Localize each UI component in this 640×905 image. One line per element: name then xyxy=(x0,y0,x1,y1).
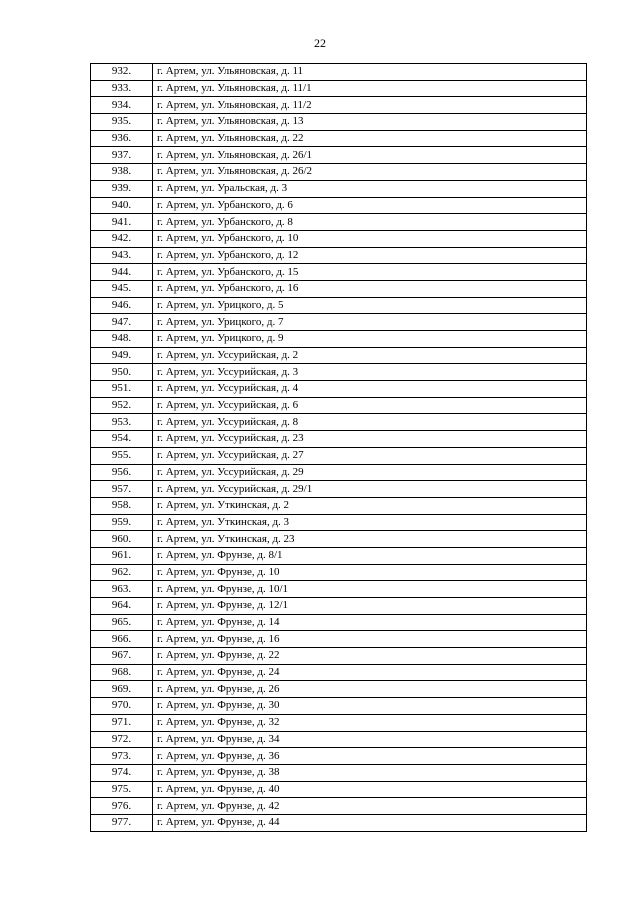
table-row xyxy=(91,247,587,264)
row-number: 950. xyxy=(91,364,153,381)
table-row xyxy=(91,564,587,581)
row-address: г. Артем, ул. Фрунзе, д. 38 xyxy=(153,764,587,781)
table-row xyxy=(91,714,587,731)
row-address: г. Артем, ул. Уральская, д. 3 xyxy=(153,180,587,197)
row-number: 959. xyxy=(91,514,153,531)
row-number: 972. xyxy=(91,731,153,748)
row-address: г. Артем, ул. Фрунзе, д. 24 xyxy=(153,664,587,681)
table-row xyxy=(91,264,587,281)
row-address: г. Артем, ул. Ульяновская, д. 11 xyxy=(153,64,587,81)
table-row xyxy=(91,798,587,815)
row-address: г. Артем, ул. Уссурийская, д. 23 xyxy=(153,431,587,448)
table-row xyxy=(91,314,587,331)
row-number: 942. xyxy=(91,230,153,247)
table-row xyxy=(91,514,587,531)
row-number: 969. xyxy=(91,681,153,698)
row-number: 968. xyxy=(91,664,153,681)
row-number: 976. xyxy=(91,798,153,815)
row-number: 974. xyxy=(91,764,153,781)
table-row xyxy=(91,764,587,781)
row-address: г. Артем, ул. Уссурийская, д. 29 xyxy=(153,464,587,481)
row-address: г. Артем, ул. Ульяновская, д. 22 xyxy=(153,130,587,147)
table-row xyxy=(91,80,587,97)
table-row xyxy=(91,230,587,247)
row-number: 970. xyxy=(91,698,153,715)
table-row xyxy=(91,748,587,765)
row-number: 946. xyxy=(91,297,153,314)
row-address: г. Артем, ул. Урбанского, д. 8 xyxy=(153,214,587,231)
row-address: г. Артем, ул. Ульяновская, д. 11/1 xyxy=(153,80,587,97)
row-number: 954. xyxy=(91,431,153,448)
table-row xyxy=(91,497,587,514)
row-address: г. Артем, ул. Фрунзе, д. 10 xyxy=(153,564,587,581)
table-row xyxy=(91,698,587,715)
row-number: 952. xyxy=(91,397,153,414)
row-address: г. Артем, ул. Фрунзе, д. 40 xyxy=(153,781,587,798)
address-table xyxy=(90,63,587,832)
row-number: 958. xyxy=(91,497,153,514)
table-row xyxy=(91,814,587,831)
table-row xyxy=(91,331,587,348)
address-table-body xyxy=(91,64,587,832)
table-row xyxy=(91,347,587,364)
table-row xyxy=(91,648,587,665)
table-row xyxy=(91,381,587,398)
row-address: г. Артем, ул. Фрунзе, д. 8/1 xyxy=(153,547,587,564)
row-number: 964. xyxy=(91,598,153,615)
row-address: г. Артем, ул. Ульяновская, д. 11/2 xyxy=(153,97,587,114)
table-row xyxy=(91,447,587,464)
table-row xyxy=(91,197,587,214)
row-address: г. Артем, ул. Фрунзе, д. 36 xyxy=(153,748,587,765)
row-address: г. Артем, ул. Ульяновская, д. 26/1 xyxy=(153,147,587,164)
row-number: 955. xyxy=(91,447,153,464)
table-row xyxy=(91,664,587,681)
row-number: 947. xyxy=(91,314,153,331)
row-address: г. Артем, ул. Урбанского, д. 6 xyxy=(153,197,587,214)
table-row xyxy=(91,280,587,297)
row-address: г. Артем, ул. Фрунзе, д. 10/1 xyxy=(153,581,587,598)
row-address: г. Артем, ул. Фрунзе, д. 26 xyxy=(153,681,587,698)
row-number: 949. xyxy=(91,347,153,364)
table-row xyxy=(91,147,587,164)
table-row xyxy=(91,464,587,481)
page-number: 22 xyxy=(314,36,326,50)
row-number: 966. xyxy=(91,631,153,648)
row-address: г. Артем, ул. Фрунзе, д. 16 xyxy=(153,631,587,648)
row-address: г. Артем, ул. Фрунзе, д. 30 xyxy=(153,698,587,715)
row-number: 933. xyxy=(91,80,153,97)
row-address: г. Артем, ул. Урбанского, д. 10 xyxy=(153,230,587,247)
row-address: г. Артем, ул. Уссурийская, д. 8 xyxy=(153,414,587,431)
row-number: 975. xyxy=(91,781,153,798)
row-number: 939. xyxy=(91,180,153,197)
row-number: 957. xyxy=(91,481,153,498)
row-number: 945. xyxy=(91,280,153,297)
table-row xyxy=(91,731,587,748)
row-address: г. Артем, ул. Ульяновская, д. 26/2 xyxy=(153,164,587,181)
table-row xyxy=(91,114,587,131)
row-number: 932. xyxy=(91,64,153,81)
row-number: 943. xyxy=(91,247,153,264)
row-address: г. Артем, ул. Уссурийская, д. 29/1 xyxy=(153,481,587,498)
row-number: 956. xyxy=(91,464,153,481)
row-number: 938. xyxy=(91,164,153,181)
row-address: г. Артем, ул. Урицкого, д. 7 xyxy=(153,314,587,331)
row-number: 941. xyxy=(91,214,153,231)
row-number: 961. xyxy=(91,547,153,564)
row-number: 963. xyxy=(91,581,153,598)
row-number: 967. xyxy=(91,648,153,665)
row-address: г. Артем, ул. Фрунзе, д. 32 xyxy=(153,714,587,731)
table-row xyxy=(91,364,587,381)
table-row xyxy=(91,397,587,414)
row-number: 962. xyxy=(91,564,153,581)
row-number: 973. xyxy=(91,748,153,765)
table-row xyxy=(91,214,587,231)
row-number: 977. xyxy=(91,814,153,831)
table-row xyxy=(91,581,587,598)
row-number: 971. xyxy=(91,714,153,731)
row-address: г. Артем, ул. Фрунзе, д. 14 xyxy=(153,614,587,631)
row-address: г. Артем, ул. Уткинская, д. 3 xyxy=(153,514,587,531)
table-row xyxy=(91,130,587,147)
row-address: г. Артем, ул. Уткинская, д. 23 xyxy=(153,531,587,548)
table-row xyxy=(91,598,587,615)
row-address: г. Артем, ул. Урбанского, д. 15 xyxy=(153,264,587,281)
row-number: 935. xyxy=(91,114,153,131)
row-address: г. Артем, ул. Фрунзе, д. 34 xyxy=(153,731,587,748)
table-row xyxy=(91,614,587,631)
row-number: 944. xyxy=(91,264,153,281)
row-number: 960. xyxy=(91,531,153,548)
table-row xyxy=(91,531,587,548)
row-address: г. Артем, ул. Фрунзе, д. 22 xyxy=(153,648,587,665)
table-row xyxy=(91,431,587,448)
row-address: г. Артем, ул. Уткинская, д. 2 xyxy=(153,497,587,514)
row-number: 934. xyxy=(91,97,153,114)
row-number: 965. xyxy=(91,614,153,631)
table-row xyxy=(91,414,587,431)
row-number: 937. xyxy=(91,147,153,164)
table-row xyxy=(91,681,587,698)
table-row xyxy=(91,481,587,498)
table-row xyxy=(91,180,587,197)
table-row xyxy=(91,164,587,181)
row-address: г. Артем, ул. Фрунзе, д. 12/1 xyxy=(153,598,587,615)
row-address: г. Артем, ул. Уссурийская, д. 3 xyxy=(153,364,587,381)
row-number: 953. xyxy=(91,414,153,431)
table-row xyxy=(91,64,587,81)
table-row xyxy=(91,631,587,648)
table-row xyxy=(91,781,587,798)
row-address: г. Артем, ул. Уссурийская, д. 27 xyxy=(153,447,587,464)
table-row xyxy=(91,97,587,114)
row-number: 940. xyxy=(91,197,153,214)
row-address: г. Артем, ул. Фрунзе, д. 42 xyxy=(153,798,587,815)
row-number: 948. xyxy=(91,331,153,348)
row-address: г. Артем, ул. Фрунзе, д. 44 xyxy=(153,814,587,831)
row-address: г. Артем, ул. Уссурийская, д. 2 xyxy=(153,347,587,364)
table-row xyxy=(91,297,587,314)
row-address: г. Артем, ул. Уссурийская, д. 4 xyxy=(153,381,587,398)
row-address: г. Артем, ул. Урбанского, д. 12 xyxy=(153,247,587,264)
row-address: г. Артем, ул. Урбанского, д. 16 xyxy=(153,280,587,297)
row-address: г. Артем, ул. Уссурийская, д. 6 xyxy=(153,397,587,414)
row-number: 936. xyxy=(91,130,153,147)
row-address: г. Артем, ул. Урицкого, д. 5 xyxy=(153,297,587,314)
row-number: 951. xyxy=(91,381,153,398)
row-address: г. Артем, ул. Ульяновская, д. 13 xyxy=(153,114,587,131)
table-row xyxy=(91,547,587,564)
row-address: г. Артем, ул. Урицкого, д. 9 xyxy=(153,331,587,348)
